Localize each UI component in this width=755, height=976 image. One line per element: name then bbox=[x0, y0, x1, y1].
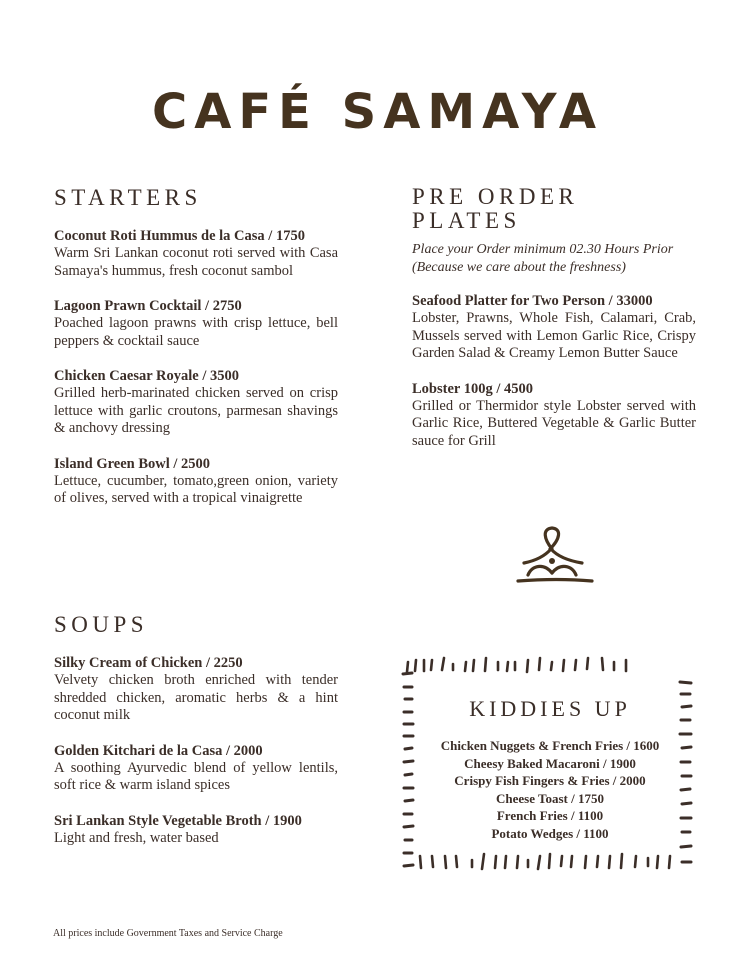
pre-order-heading bbox=[412, 185, 696, 233]
restaurant-title: CAFÉ SAMAYA bbox=[151, 84, 603, 140]
item-description: Warm Sri Lankan coconut roti served with Casa Samaya's hummus, fresh coconut sambol bbox=[54, 245, 338, 279]
starters-heading: STARTERS bbox=[54, 185, 202, 210]
item-name: Coconut Roti Hummus de la Casa / 1750 bbox=[54, 228, 305, 244]
item-name: Seafood Platter for Two Person / 33000 bbox=[412, 293, 653, 309]
kiddies-item: Chicken Nuggets & French Fries / 1600 bbox=[440, 738, 660, 753]
pre-order-heading-line1: PRE ORDER bbox=[412, 184, 579, 209]
menu-item bbox=[54, 298, 338, 350]
note-line: Place your Order minimum 02.30 Hours Prior bbox=[412, 242, 674, 257]
meditating-figure-icon bbox=[514, 525, 594, 587]
pre-order-section bbox=[412, 185, 696, 468]
item-description: Velvety chicken broth enriched with tender shredded chicken, aromatic herbs & a hint coconut milk bbox=[54, 672, 338, 723]
item-description: Light and fresh, water based bbox=[54, 829, 219, 846]
soups-section bbox=[54, 613, 338, 865]
kiddies-item: French Fries / 1100 bbox=[496, 808, 604, 824]
menu-item bbox=[412, 293, 696, 363]
item-description: Lobster, Prawns, Whole Fish, Calamari, Crab, Mussels served with Lemon Garlic Rice, Crispy Garden Salad & Creamy Lemon Butter Sauce bbox=[412, 310, 696, 361]
item-description: Lettuce, cucumber, tomato,green onion, variety of olives, served with a tropical vinaigrette bbox=[54, 472, 338, 506]
kiddies-heading: KIDDIES UP bbox=[469, 696, 631, 721]
footer-note: All prices include Government Taxes and Service Charge bbox=[53, 928, 283, 939]
item-name: Silky Cream of Chicken / 2250 bbox=[54, 655, 243, 671]
item-description: A soothing Ayurvedic blend of yellow lentils, soft rice & warm island spices bbox=[54, 759, 338, 793]
menu-item bbox=[54, 456, 338, 508]
menu-item bbox=[54, 655, 338, 725]
kiddies-section bbox=[400, 652, 700, 874]
item-description: Grilled or Thermidor style Lobster served with Garlic Rice, Buttered Vegetable & Garlic Butter sauce for Grill bbox=[412, 397, 696, 449]
menu-item bbox=[54, 368, 338, 438]
pre-order-heading-line2: PLATES bbox=[412, 208, 521, 233]
kiddies-list bbox=[400, 737, 700, 843]
kiddies-item: Cheesy Baked Macaroni / 1900 bbox=[464, 755, 636, 771]
item-name: Island Green Bowl / 2500 bbox=[54, 455, 211, 472]
note-line: (Because we care about the freshness) bbox=[412, 260, 626, 275]
soups-heading: SOUPS bbox=[54, 612, 149, 637]
item-name: Golden Kitchari de la Casa / 2000 bbox=[54, 742, 263, 759]
item-name: Lagoon Prawn Cocktail / 2750 bbox=[54, 298, 242, 314]
starters-section bbox=[54, 186, 338, 526]
menu-item bbox=[54, 743, 338, 795]
kiddies-item: Crispy Fish Fingers & Fries / 2000 bbox=[454, 773, 646, 789]
kiddies-item: Potato Wedges / 1100 bbox=[491, 825, 609, 841]
menu-item bbox=[54, 228, 338, 280]
menu-item bbox=[54, 813, 338, 848]
item-description: Grilled herb-marinated chicken served on crisp lettuce with garlic croutons, parmesan shavings & anchovy dressing bbox=[54, 385, 338, 436]
pre-order-note bbox=[412, 241, 696, 277]
item-description: Poached lagoon prawns with crisp lettuce, bell peppers & cocktail sauce bbox=[54, 315, 338, 349]
item-name: Sri Lankan Style Vegetable Broth / 1900 bbox=[54, 812, 302, 829]
kiddies-item: Cheese Toast / 1750 bbox=[496, 790, 604, 806]
item-name: Lobster 100g / 4500 bbox=[412, 380, 533, 397]
menu-item bbox=[412, 381, 696, 451]
item-name: Chicken Caesar Royale / 3500 bbox=[54, 368, 240, 384]
